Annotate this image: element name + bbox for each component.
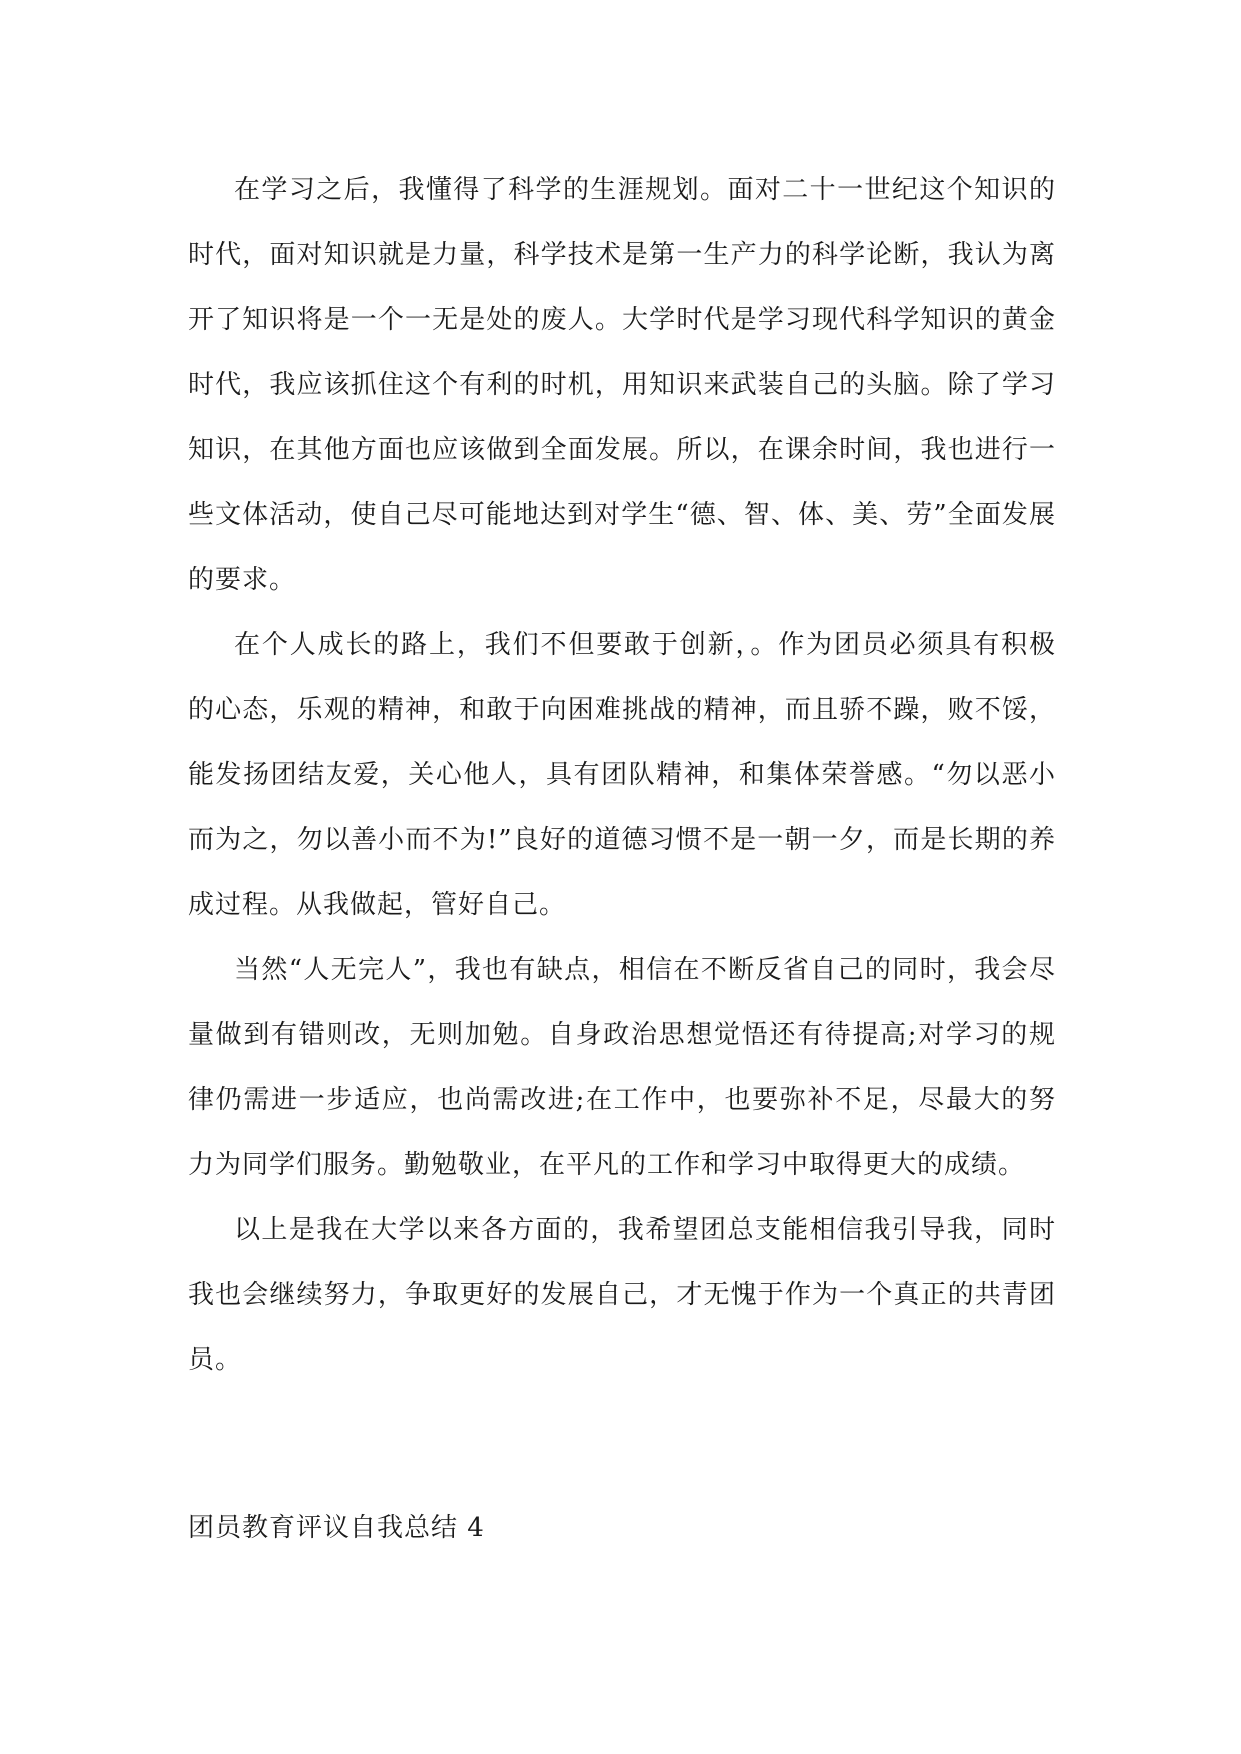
paragraph-1: 在学习之后，我懂得了科学的生涯规划。面对二十一世纪这个知识的时代，面对知识就是力量，科学技术是第一生产力的科学论断，我认为离开了知识将是一个一无是处的废人。大学时代是学习现代科学知识的黄金时代，我应该抓住这个有利的时机，用知识来武装自己的头脑。除了学习知识，在其他方面也应该做到全面发展。所以，在课余时间，我也进行一些文体活动，使自己尽可能地达到对学生“德、智、体、美、劳”全面发展的要求。 <box>188 175 1056 595</box>
paragraph-4: 以上是我在大学以来各方面的，我希望团总支能相信我引导我，同时我也会继续努力，争取更好的发展自己，才无愧于作为一个真正的共青团员。 <box>188 1215 1056 1375</box>
document-body <box>188 158 1056 1393</box>
paragraph-2: 在个人成长的路上，我们不但要敢于创新，。作为团员必须具有积极的心态，乐观的精神，和敢于向困难挑战的精神，而且骄不躁，败不馁，能发扬团结友爱，关心他人，具有团队精神，和集体荣誉感。“勿以恶小而为之，勿以善小而不为!”良好的道德习惯不是一朝一夕，而是长期的养成过程。从我做起，管好自己。 <box>188 630 1056 920</box>
paragraph-3: 当然“人无完人”，我也有缺点，相信在不断反省自己的同时，我会尽量做到有错则改，无则加勉。自身政治思想觉悟还有待提高;对学习的规律仍需进一步适应，也尚需改进;在工作中，也要弥补不足，尽最大的努力为同学们服务。勤勉敬业，在平凡的工作和学习中取得更大的成绩。 <box>188 955 1056 1180</box>
section-heading: 团员教育评议自我总结 4 <box>188 1513 485 1543</box>
